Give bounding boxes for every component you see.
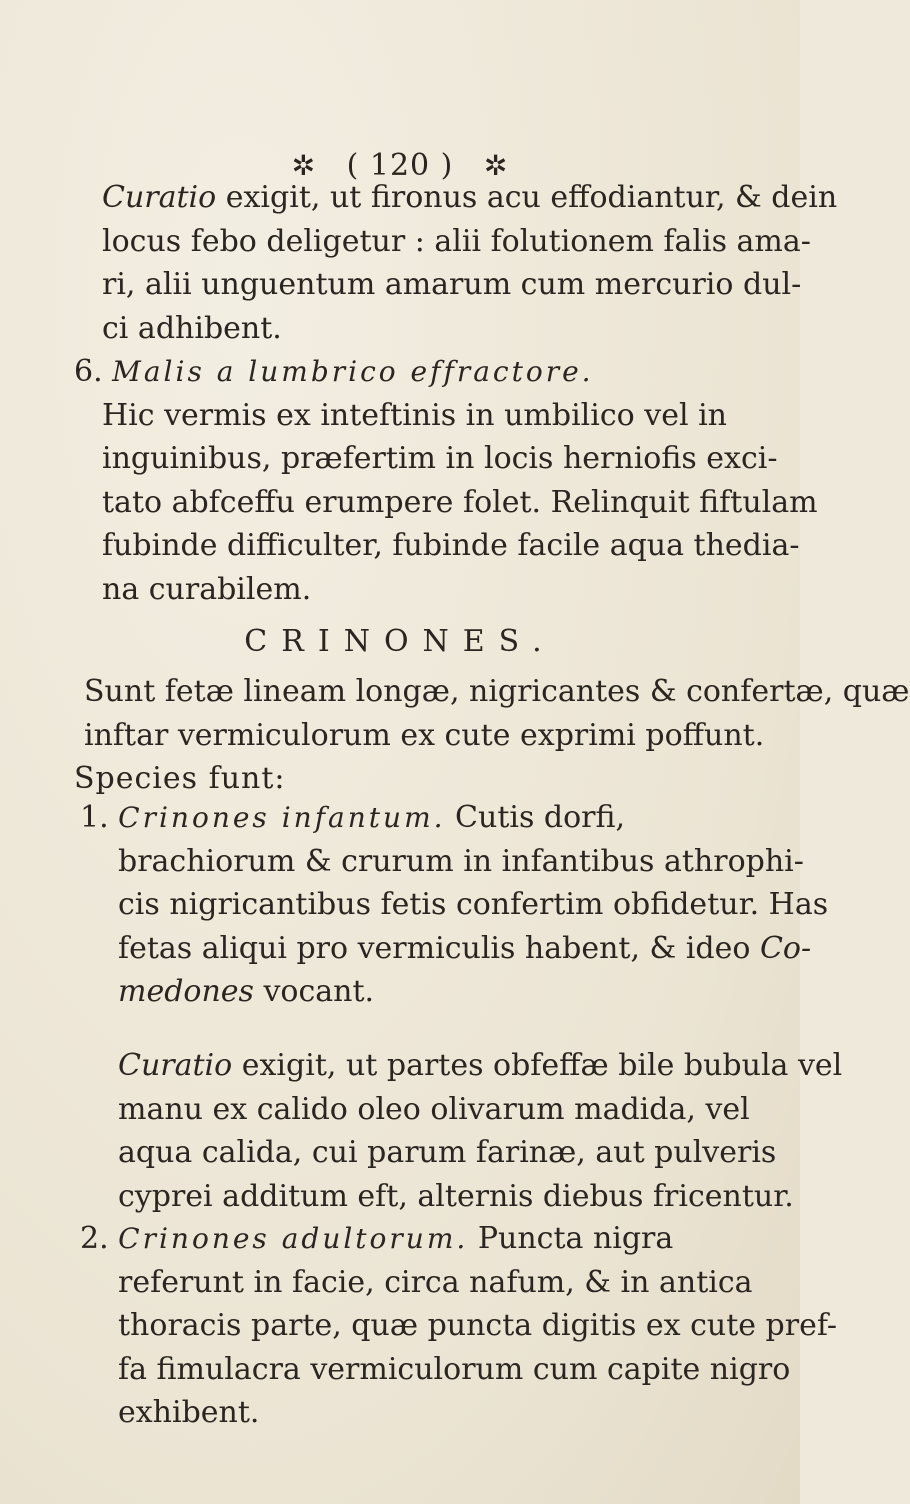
text-line: vocant. [253,974,375,1009]
species-1 [74,796,829,1014]
curatio-paragraph-2 [74,1044,843,1218]
species-2 [74,1217,838,1435]
page-number: ( 120 ) [346,148,454,183]
curatio-lead: Curatio [102,180,217,215]
species-number: 2. [80,1221,109,1256]
ornament-right-icon: ✲ [483,149,509,182]
text-line: cis nigricantibus fetis confertim obfidetur. Has [118,887,829,922]
text-line: fetas aliqui pro vermiculis habent, & ideo [118,930,760,966]
text-line: referunt in facie, circa nafum, & in antica [118,1264,753,1300]
text-line: exhibent. [118,1395,260,1430]
text-line: manu ex calido oleo olivarum madida, vel [118,1091,750,1127]
section-6 [74,350,818,611]
definition-paragraph [74,670,910,801]
species-title: Crinones infantum. [118,801,446,834]
text-line: Cutis dorfi, [445,800,626,835]
text-line: Species funt: [74,761,286,796]
text-line: ci adhibent. [102,310,282,346]
text-line: fubinde difficulter, fubinde facile aqua thedia- [102,528,800,563]
text-line: locus febo deligetur : alii folutionem falis ama- [102,223,811,259]
text-line: brachiorum & crurum in infantibus athrophi- [118,843,804,879]
italic-term: Co- [759,930,812,966]
text-line: Hic vermis ex inteftinis in umbilico vel in [102,397,728,433]
text-line: exigit, ut partes obfeffæ bile bubula vel [232,1048,843,1083]
curatio-paragraph-1 [74,176,838,350]
species-number: 1. [80,800,109,835]
ornament-left-icon: ✲ [291,149,317,182]
section-heading: CRINONES. [244,624,556,659]
text-line: cyprei additum eft, alternis diebus fricentur. [118,1178,794,1214]
text-line: Sunt fetæ lineam longæ, nigricantes & confertæ, quæ [84,674,910,709]
text-line: exigit, ut fironus acu effodiantur, & dein [216,180,838,215]
text-line: inftar vermiculorum ex cute exprimi poffunt. [84,717,765,753]
text-line: fa fimulacra vermiculorum cum capite nigro [118,1351,791,1387]
text-line: tato abfceffu erumpere folet. Relinquit fiftulam [102,484,818,520]
text-line: na curabilem. [102,571,312,607]
curatio-lead: Curatio [118,1048,233,1083]
text-line: ri, alii unguentum amarum cum mercurio dul- [102,267,802,302]
section-number: 6. [74,354,103,389]
text-line: thoracis parte, quæ puncta digitis ex cute pref- [118,1308,838,1343]
italic-term: medones [118,974,254,1009]
text-line: aqua calida, cui parum farinæ, aut pulveris [118,1135,777,1170]
section-title: Malis a lumbrico effractore. [112,355,594,388]
species-title: Crinones adultorum. [118,1222,469,1255]
text-line: Puncta nigra [468,1221,674,1256]
text-line: inguinibus, præfertim in locis herniofis exci- [102,441,778,476]
